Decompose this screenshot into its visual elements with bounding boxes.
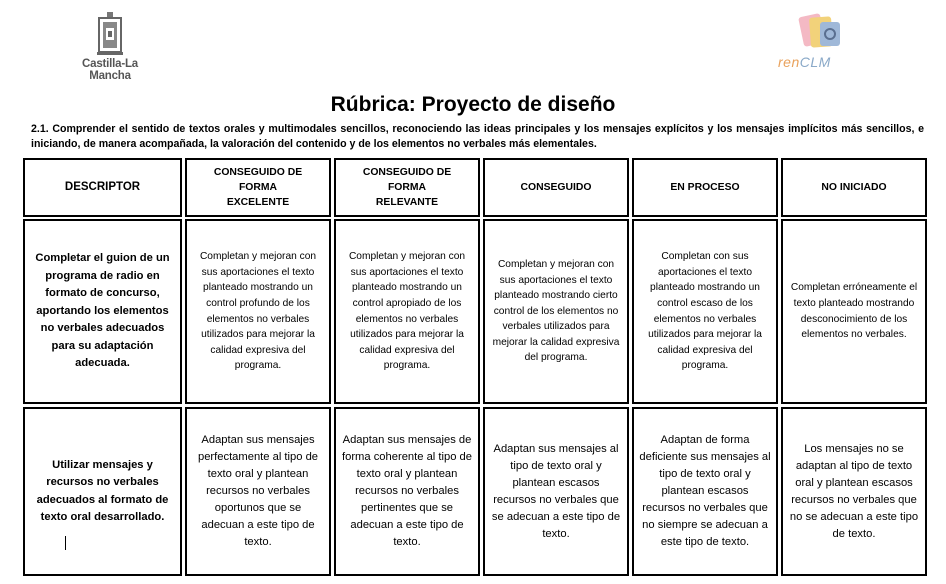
header-en-proceso: EN PROCESO [632, 158, 778, 217]
header-excelente: CONSEGUIDO DE FORMA EXCELENTE [185, 158, 331, 217]
row-1-excelente: Completan y mejoran con sus aportaciones el texto planteado mostrando un control profundo de los elementos no verbales utilizados para mejorar la calidad expresiva del programa. [185, 219, 331, 404]
row-1-conseguido: Completan y mejoran con sus aportaciones el texto planteado mostrando cierto control de los elementos no verbales utilizados para mejorar la calidad expresiva del programa. [483, 219, 629, 404]
row-1-relevante: Completan y mejoran con sus aportaciones el texto planteado mostrando un control apropiado de los elementos no verbales utilizados para mejorar la calidad expresiva del programa. [334, 219, 480, 404]
row-2-conseguido: Adaptan sus mensajes al tipo de texto oral y plantean escasos recursos no verbales que se adecuan a este tipo de texto. [483, 407, 629, 576]
row-1-descriptor: Completar el guion de un programa de radio en formato de concurso, aportando los elementos no verbales adecuados para su adaptación adecuada. [23, 219, 182, 404]
logo-right-label: renCLM [778, 54, 831, 70]
castle-icon [95, 12, 125, 56]
header-no-iniciado: NO INICIADO [781, 158, 927, 217]
renclm-emblem-icon [796, 12, 856, 54]
header-descriptor: DESCRIPTOR [23, 158, 182, 217]
page-title: Rúbrica: Proyecto de diseño [330, 93, 616, 116]
logo-left-label: Castilla-La Mancha [82, 58, 138, 82]
criterion-text: 2.1. Comprender el sentido de textos orales y multimodales sencillos, reconociendo las ideas principales y los mensajes explícitos y los mensajes implícitos más sencillos, e iniciando, de manera acompañada, la valoración del contenido y de los elementos no verbales más elementales. [31, 123, 924, 150]
castilla-la-mancha-logo [62, 12, 158, 82]
text-cursor[interactable] [65, 536, 66, 550]
row-2-en-proceso: Adaptan de forma deficiente sus mensajes al tipo de texto oral y plantean escasos recursos no verbales que no siempre se adecuan a este tipo de texto. [632, 407, 778, 576]
row-1-no-iniciado: Completan erróneamente el texto planteado mostrando desconocimiento de los elementos no verbales. [781, 219, 927, 404]
row-2-no-iniciado: Los mensajes no se adaptan al tipo de texto oral y plantean escasos recursos no verbales que no se adecuan a este tipo de texto. [781, 407, 927, 576]
header-relevante: CONSEGUIDO DE FORMA RELEVANTE [334, 158, 480, 217]
row-2-descriptor: Utilizar mensajes y recursos no verbales adecuados al formato de texto oral desarrollado. [23, 407, 182, 576]
row-2-relevante: Adaptan sus mensajes de forma coherente al tipo de texto oral y plantean recursos no verbales pertinentes que se adecuan a este tipo de texto. [334, 407, 480, 576]
row-2-excelente: Adaptan sus mensajes perfectamente al tipo de texto oral y plantean recursos no verbales oportunos que se adecuan a este tipo de texto. [185, 407, 331, 576]
row-1-en-proceso: Completan con sus aportaciones el texto planteado mostrando un control escaso de los elementos no verbales utilizados para mejorar la calidad expresiva del programa. [632, 219, 778, 404]
header-conseguido: CONSEGUIDO [483, 158, 629, 217]
renclm-logo [776, 12, 856, 72]
